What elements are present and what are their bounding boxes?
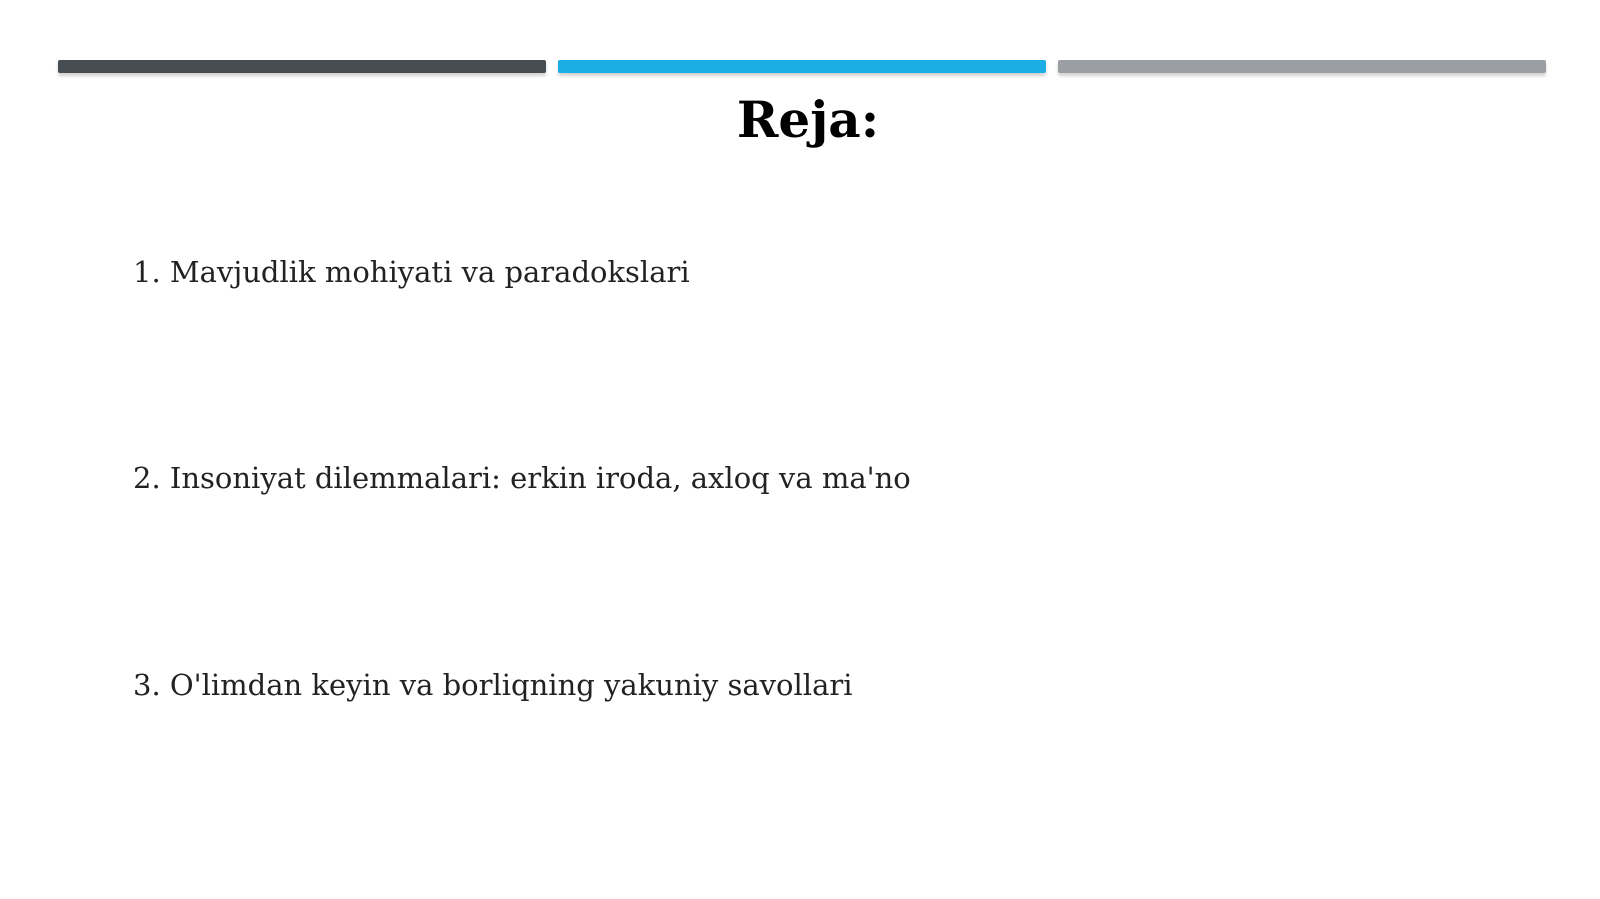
plan-item: 2. Insoniyat dilemmalari: erkin iroda, axloq va ma'no bbox=[133, 461, 911, 495]
accent-bar-gray bbox=[1058, 60, 1546, 73]
accent-bar-dark bbox=[58, 60, 546, 73]
accent-bar-blue bbox=[558, 60, 1046, 73]
slide-title: Reja: bbox=[736, 90, 880, 149]
plan-item: 3. O'limdan keyin va borliqning yakuniy savollari bbox=[133, 668, 853, 702]
plan-item: 1. Mavjudlik mohiyati va paradokslari bbox=[133, 255, 690, 289]
